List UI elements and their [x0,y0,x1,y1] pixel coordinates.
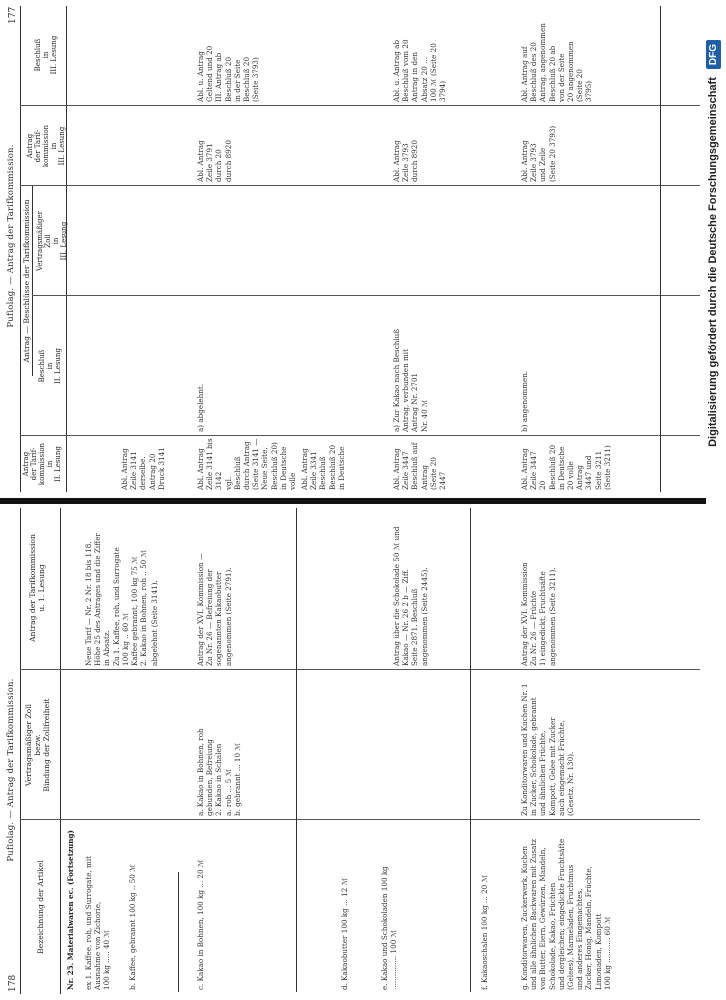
left-row-3-article: c. Kakao in Bohnen, 100 kg ... 20 ℳ [196,859,205,990]
right-col-divider-3 [20,185,700,186]
right-row-5-c2: a) Zur Kakao nach Beschluß Antrag, verbunden mit Antrag Nr. 2701 Nr. 40 ℳ [392,328,429,432]
left-row-4-article: d. Kakaobutter 100 kg ... 12 ℳ [340,877,349,990]
left-row-rule-2 [296,508,297,992]
left-row-rule-3 [470,508,471,992]
right-col-divider-2 [32,295,700,296]
left-col-divider-1 [20,819,700,820]
right-col-header-3: Vertragsmäßiger Zoll in III. Lesung [36,211,68,272]
left-row-3-proposal: Antrag der XVI. Kommission — Zu Nr. 26 — Befreiung der sogenannten Kakaobutter angenommen (Seite 2791). [196,552,233,666]
left-col-header-article: Bezeichnung der Artikel [36,860,45,954]
right-running-head: Pufiolag. — Antrag der Tarifkommission. [6,144,16,328]
right-row-7-c5: Abl. Antrag auf Beschluß des 20 Antrag, angenommen Beschluß 20 ab von der Seite 20 angenommen (Seite 20 3795) [520,23,594,102]
right-row-3-c4: Abl. Antrag Zeile 3791 durch 20 durch 8920 [196,140,233,182]
right-col-header-2: Beschluß in II. Lesung [38,348,62,384]
left-row-1-article: ex 1. Kaffee, roh, und Surrogate, mit Ausnahme von Zichorie, 100 kg ..... 40 ℳ [84,855,112,990]
right-row-5-c5: Abl. u. Antrag ab Beschluß vom 20 Antrag in den Absatz 20 ... 100 ℳ (Seite 20 3794) [392,39,448,102]
left-col-header-contract: Vertragsmäßiger Zoll bezw. Bindung der Zollfreiheit [24,698,51,792]
right-col-header-5: Beschluß in III. Lesung [34,35,58,75]
left-col-header-proposal: Antrag der Tarifkommission u. 1. Lesung [28,534,46,642]
right-col-header-1: Antrag der Tarif- kommission in II. Lesung [22,442,62,486]
right-row-7-c1: Abl. Antrag Zeile 3447 20 Beschluß 20 in Deutsche 20 volle Antrag 3447 und Seite 3211 (Seite 3211) [520,444,612,490]
left-row-2-proposal: abgelehnt (Seite 3141). [150,580,159,666]
digitization-strip [700,0,726,1000]
left-header-rule [60,508,61,994]
right-page-number: 177 [8,6,18,24]
right-row-3-c1: Abl. Antrag Zeile 3141 bis 3142 vgl. Beschluß durch Antrag (Seite 3141 — Neue Seite, Beschluß 20) in Deutsche volle [196,438,298,490]
right-row-3-c2: a) abgelehnt. [196,383,205,432]
right-col-header-4: Antrag der Tarif- kommission in III. Lesung [26,124,66,168]
right-row-4-c1: Abl. Antrag Zeile 3341 Beschluß Beschluß 20 in Deutsche [300,444,346,490]
right-row-2-c1: Abl. Antrag Zeile 3141 derselbe. Antrag 20 Druck 3141 [120,447,166,490]
left-row-6-article: f. Kakaoschalen 100 kg ... 20 ℳ [480,874,489,990]
left-row-rule-1 [178,872,179,992]
dfg-logo: DFG [706,40,721,69]
right-page [0,0,706,496]
right-group-rule [32,186,33,376]
right-top-rule [20,6,21,492]
right-group-header: Antrag — Beschlüsse der Tarifkommission [22,199,31,363]
left-row-5-proposal: Antrag über die Schokolade 50 ℳ und Kakao — Nr. 26 2 b — Ziff. Seite 2871. Beschluß angenommen (Seite 2445). [392,526,429,666]
right-row-5-c4: Abl. Antrag Zeile 3793 durch 8920 [392,140,420,182]
left-running-head: Pufiolag. — Antrag der Tarifkommission. [6,678,16,862]
left-row-7-proposal: Antrag der XVI. Kommission Zu Nr. 26 — Früchte 1) eingedickt, Fruchtsäfte angenommen (Seite 3211). [520,562,557,666]
left-row-1-proposal: Neue Tarif — Nr. 2 Nr. 18 bis 118. Höhe 25 des Antrages und die Ziffer in Absatz. Zu 1. Kaffee, roh, und Surrogate 100 kg .. 60 ℳ Kaffee gebrannt, 100 kg 75 ℳ 2. Kakao in Bohnen, roh .. 50 ℳ [84,533,149,666]
right-row-5-c1: Abl. Antrag Zeile 3447 Beschluß auf Antrag (Seite 20 2447 [392,442,448,490]
left-page-number: 178 [8,974,18,992]
right-row-7-c4: Abl. Antrag Zeile 3793 und Zeile (Seite 20 3793) [520,125,557,182]
right-col-divider-4 [20,105,700,106]
left-section-title: Nr. 25. Materialwaren ec. (Fortsetzung) [66,830,75,990]
left-page [0,505,706,1000]
left-col-divider-2 [20,669,700,670]
left-row-3-contract: a. Kakao in Bohnen, roh gebunden, Befreiung 2. Kakao in Schalen a. roh ... 5 ℳ b. gebrannt ... 10 ℳ [196,728,242,816]
left-top-rule [20,508,21,994]
right-bottom-rule [660,6,661,492]
right-row-3-c5: Abl. u. Antrag Geltend und 20 III. Antrag ab Beschluß 20 in der Seite Beschluß 20 (Seite 3793) [196,45,261,102]
left-row-7-article: g. Konditorwaren, Zuckerwerk, Kuchen und alle ähnlichen Backwaren mit Zusatz von Butter, Eiern, Gewürzen, Mandeln, Schokolade, Kakao, Früchten und dergleichen; eingedickte Fruchtsäfte (Gelees), Marmeladen, Fruchtmus und anderes Eingemachtes, Zucker, Honig, Mandeln, Früchte, Limonaden, Kompott 100 kg ........... 60 ℳ [520,838,612,990]
left-row-2-article: b. Kaffee, gebrannt 100 kg .. 50 ℳ [128,864,137,990]
right-row-7-c2: b) angenommen. [520,370,529,432]
book-spine [0,498,706,504]
left-row-5-article: e. Kakao und Schokoladen 100 kg ............... 100 ℳ [380,866,399,990]
digitization-note: Digitalisierung gefördert durch die Deutsche Forschungsgemeinschaft [707,77,719,447]
left-row-7-contract: Zu Konditorwaren und Kuchen Nr. 1 in Zucker, Schokolade, gebrannt und ähnlichen Früchte, Kompott, Gelee mit Zucker auch eingemacht Früchte, (Gesetz, Nr. 130). [520,683,576,816]
